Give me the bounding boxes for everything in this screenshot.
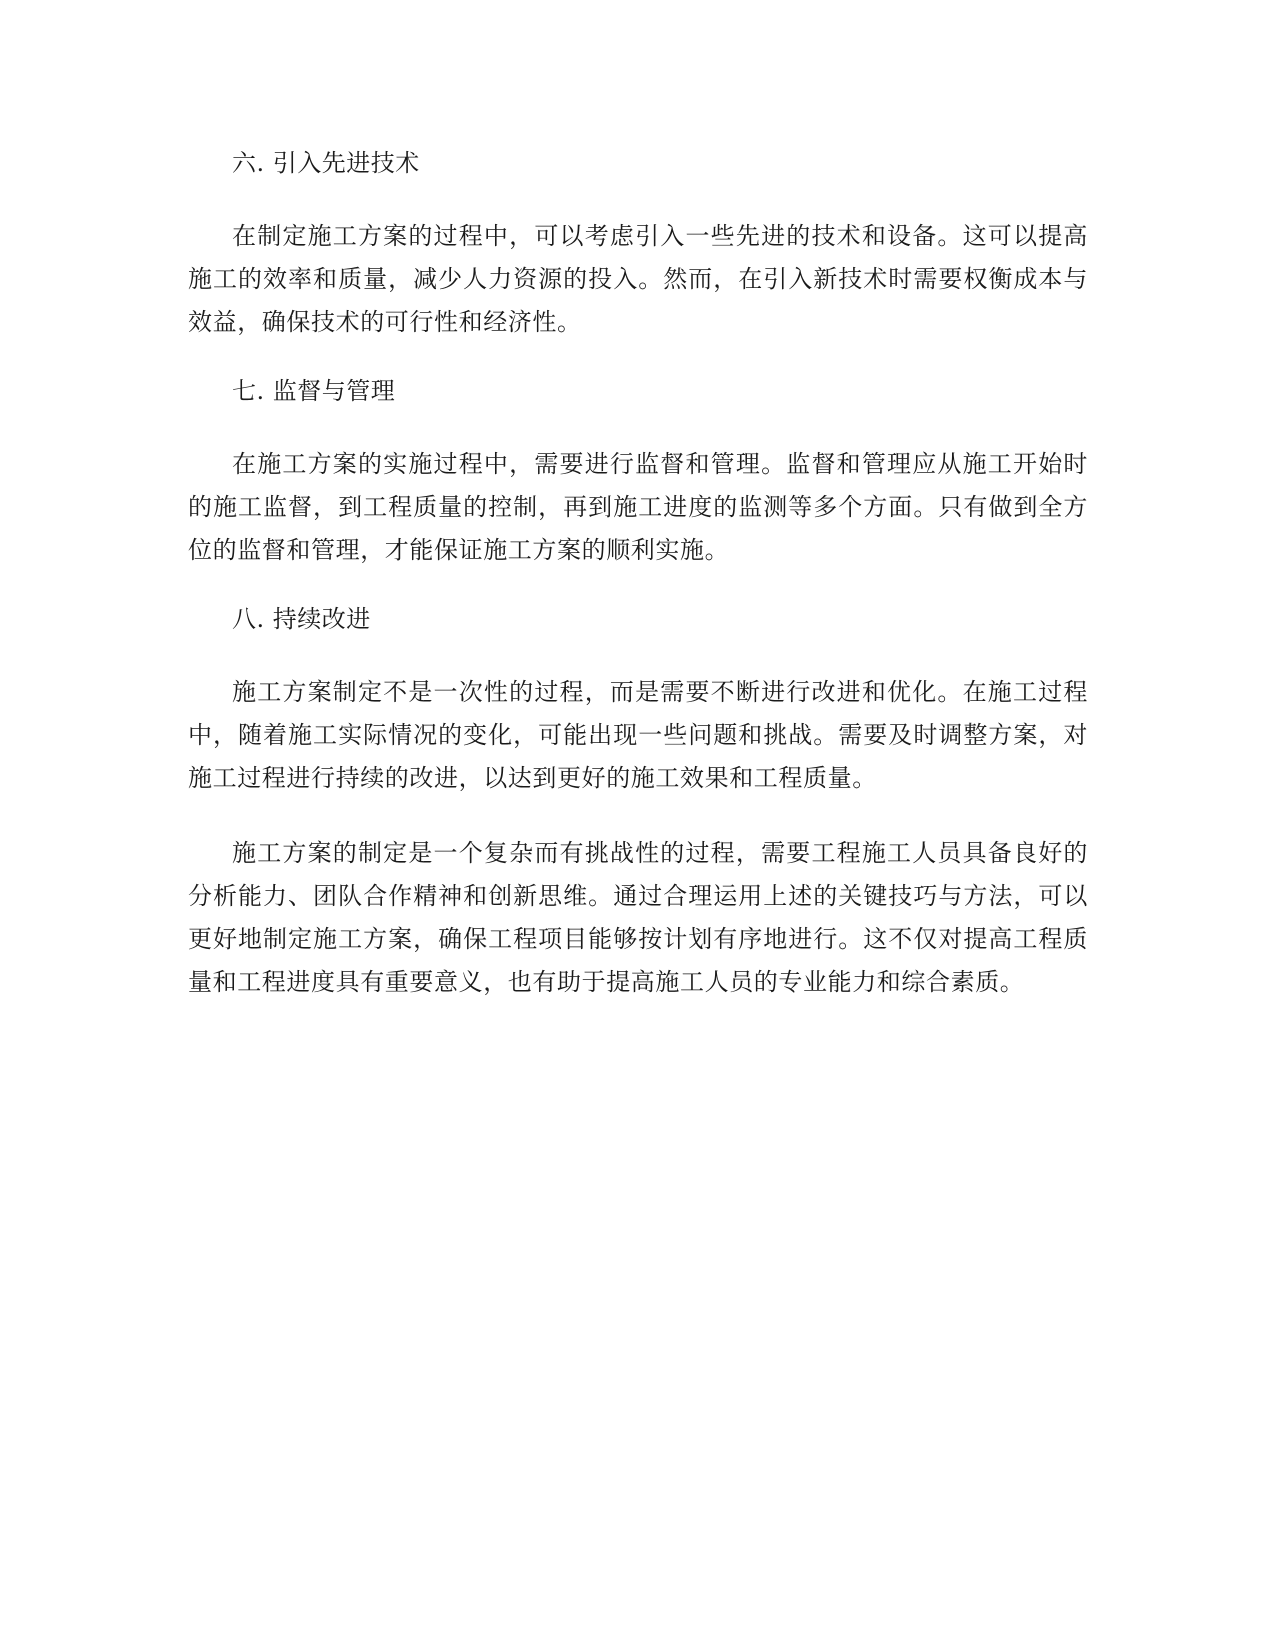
section-heading-8: 八. 持续改进 [232, 605, 371, 633]
section-paragraph-8: 施工方案制定不是一次性的过程，而是需要不断进行改进和优化。在施工过程中，随着施工实际情况的变化，可能出现一些问题和挑战。需要及时调整方案，对施工过程进行持续的改进，以达到更好的施工效果和工程质量。 [188, 678, 1088, 792]
section-paragraph-7: 在施工方案的实施过程中，需要进行监督和管理。监督和管理应从施工开始时的施工监督，到工程质量的控制，再到施工进度的监测等多个方面。只有做到全方位的监督和管理，才能保证施工方案的顺利实施。 [188, 450, 1088, 564]
document-body [188, 148, 1088, 1036]
section-paragraph-6: 在制定施工方案的过程中，可以考虑引入一些先进的技术和设备。这可以提高施工的效率和质量，减少人力资源的投入。然而，在引入新技术时需要权衡成本与效益，确保技术的可行性和经济性。 [188, 222, 1088, 336]
section-heading-6: 六. 引入先进技术 [232, 149, 420, 177]
section-heading-7: 七. 监督与管理 [232, 377, 396, 405]
conclusion-paragraph: 施工方案的制定是一个复杂而有挑战性的过程，需要工程施工人员具备良好的分析能力、团队合作精神和创新思维。通过合理运用上述的关键技巧与方法，可以更好地制定施工方案，确保工程项目能够按计划有序地进行。这不仅对提高工程质量和工程进度具有重要意义，也有助于提高施工人员的专业能力和综合素质。 [188, 839, 1088, 996]
